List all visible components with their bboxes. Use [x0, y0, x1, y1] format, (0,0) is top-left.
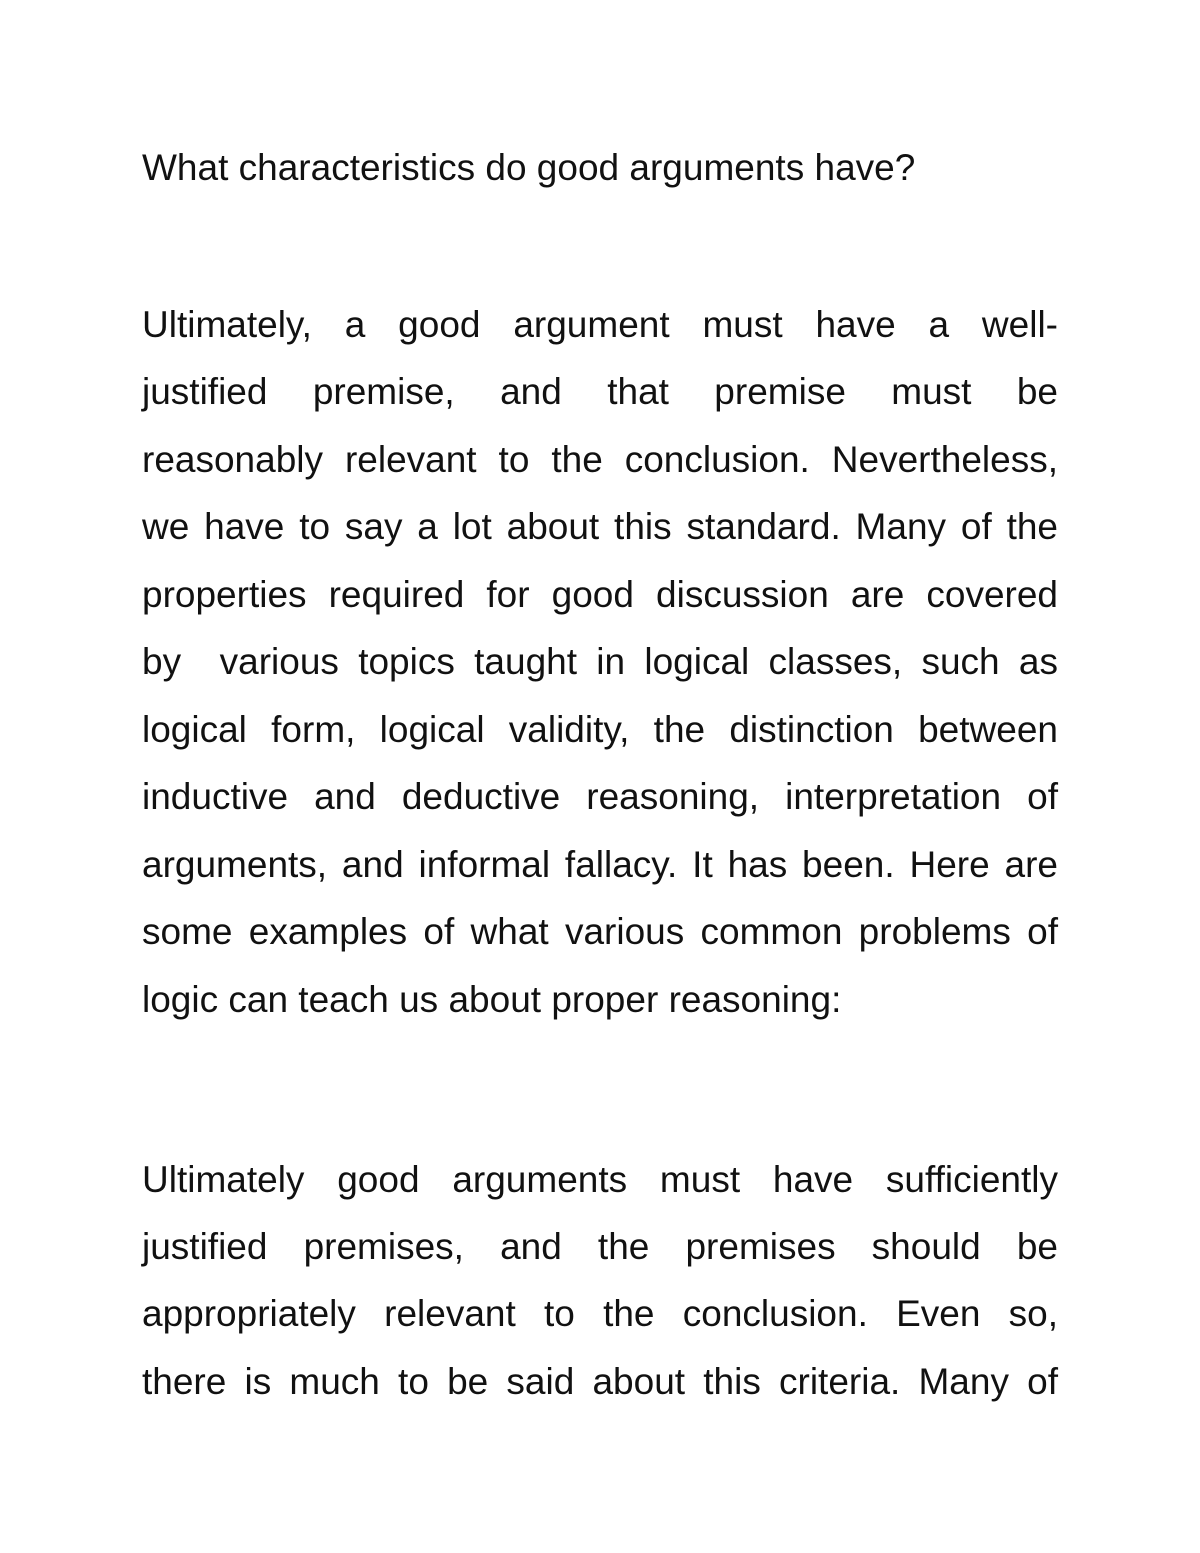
text-line: there is much to be said about this criteria. Many of: [142, 1361, 1058, 1402]
text-line: inductive and deductive reasoning, interpretation of: [142, 776, 1058, 817]
text-line: logical form, logical validity, the distinction between: [142, 709, 1058, 750]
text-line: we have to say a lot about this standard. Many of the: [142, 506, 1058, 547]
text-line: Ultimately good arguments must have sufficiently: [142, 1159, 1058, 1200]
text-line: logic can teach us about proper reasoning:: [142, 979, 842, 1020]
text-line: reasonably relevant to the conclusion. Nevertheless,: [142, 439, 1058, 480]
text-line: appropriately relevant to the conclusion. Even so,: [142, 1293, 1058, 1334]
text-line: properties required for good discussion are covered: [142, 574, 1058, 615]
text-line: Ultimately, a good argument must have a well-: [142, 304, 1058, 345]
text-line: justified premises, and the premises should be: [142, 1226, 1058, 1267]
text-line: some examples of what various common problems of: [142, 911, 1058, 952]
page-heading: What characteristics do good arguments have?: [142, 147, 916, 188]
text-line: arguments, and informal fallacy. It has been. Here are: [142, 844, 1058, 885]
text-line: justified premise, and that premise must be: [142, 371, 1058, 412]
text-line: by various topics taught in logical classes, such as: [142, 641, 1058, 682]
